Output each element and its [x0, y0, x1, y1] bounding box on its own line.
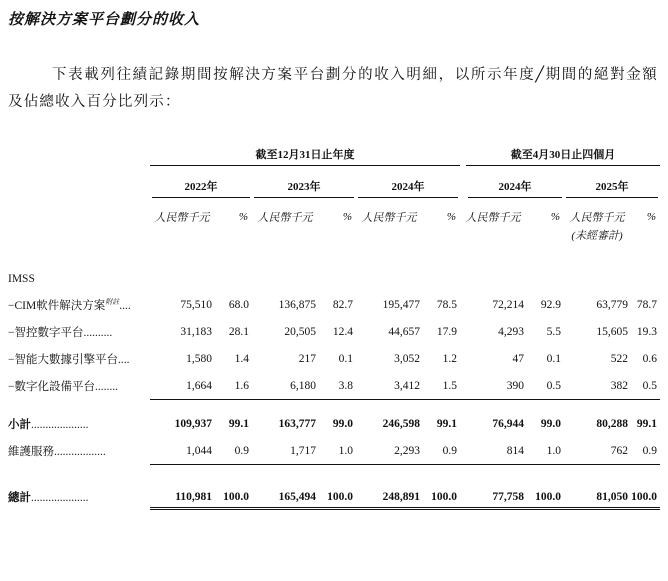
- cell-amount: 163,777: [278, 417, 316, 430]
- cell-pct: 100.0: [214, 465, 252, 509]
- cell-pct: 12.4: [332, 325, 353, 338]
- revenue-table: [8, 146, 660, 510]
- unit-pct: %: [550, 211, 560, 223]
- cell-amount: 3,412: [356, 372, 422, 400]
- cell-amount: 31,183: [180, 325, 212, 338]
- year-header: 2022年: [150, 169, 252, 201]
- cell-pct: 0.5: [630, 372, 660, 400]
- table-row: [8, 345, 660, 372]
- cell-amount: 248,891: [356, 465, 422, 509]
- cell-pct: 99.0: [540, 417, 561, 430]
- cell-pct: 99.1: [228, 417, 249, 430]
- table-row: [8, 372, 660, 400]
- cell-pct: 5.5: [546, 325, 561, 338]
- cell-amount: 4,293: [498, 325, 524, 338]
- year-header: 2023年: [252, 169, 356, 201]
- unaudited-note-row: [8, 225, 660, 243]
- cell-amount: 77,758: [460, 465, 526, 509]
- table-row: [8, 318, 660, 345]
- cell-amount: 44,657: [388, 325, 420, 338]
- row-label: −智控數字平台..........: [8, 326, 113, 339]
- cell-pct: 1.6: [214, 372, 252, 400]
- cell-pct: 100.0: [422, 465, 460, 509]
- cell-amount: 75,510: [180, 298, 212, 311]
- year-header-row: [8, 169, 660, 201]
- cell-amount: 63,779: [596, 298, 628, 311]
- cell-pct: 1.2: [442, 352, 457, 365]
- cell-pct: 3.8: [318, 372, 356, 400]
- year-header: 2024年: [460, 169, 564, 201]
- table-row: [8, 291, 660, 318]
- cell-amount: 1,580: [186, 352, 212, 365]
- cell-pct: 0.9: [630, 437, 660, 465]
- cell-pct: 1.0: [526, 437, 564, 465]
- cell-pct: 100.0: [630, 465, 660, 509]
- cell-pct: 99.1: [636, 417, 657, 430]
- cell-pct: 19.3: [636, 325, 657, 338]
- cell-pct: 99.1: [436, 417, 457, 430]
- intro-paragraph: 下表載列往績記錄期間按解決方案平台劃分的收入明細，以所示年度╱期間的絕對金額及佔總收入百分比列示：: [8, 67, 658, 110]
- section-label: IMSS: [8, 273, 35, 285]
- row-label: 小計....................: [8, 418, 89, 431]
- cell-amount: 15,605: [596, 325, 628, 338]
- cell-amount: 47: [512, 352, 524, 365]
- cell-pct: 0.9: [214, 437, 252, 465]
- cell-amount: 109,937: [174, 417, 212, 430]
- cell-pct: 78.7: [636, 298, 657, 311]
- unit-pct: %: [342, 211, 352, 223]
- cell-amount: 217: [298, 352, 316, 365]
- cell-amount: 81,050: [564, 465, 630, 509]
- maintenance-row: [8, 437, 660, 465]
- cell-amount: 814: [460, 437, 526, 465]
- section-heading: 按解決方案平台劃分的收入: [8, 12, 201, 28]
- unit-rmb: 人民幣千元: [154, 212, 210, 224]
- cell-amount: 246,598: [382, 417, 420, 430]
- row-label: 總計....................: [8, 491, 89, 504]
- year-header: 2024年: [356, 169, 460, 201]
- unit-pct: %: [646, 211, 656, 223]
- cell-amount: 165,494: [252, 465, 318, 509]
- cell-pct: 1.5: [422, 372, 460, 400]
- row-label: 維護服務..................: [8, 445, 106, 458]
- cell-pct: 1.4: [234, 352, 249, 365]
- total-row: [8, 465, 660, 509]
- year-header: 2025年: [564, 169, 660, 201]
- row-label: −智能大數據引擎平台....: [8, 353, 130, 366]
- cell-pct: 17.9: [436, 325, 457, 338]
- cell-amount: 2,293: [356, 437, 422, 465]
- cell-pct: 0.6: [642, 352, 657, 365]
- unit-rmb: 人民幣千元: [361, 212, 417, 224]
- cell-amount: 76,944: [492, 417, 524, 430]
- cell-amount: 3,052: [394, 352, 420, 365]
- group-header-row: [8, 146, 660, 169]
- cell-pct: 28.1: [228, 325, 249, 338]
- cell-pct: 68.0: [228, 298, 249, 311]
- cell-pct: 0.1: [338, 352, 353, 365]
- unit-pct: %: [446, 211, 456, 223]
- cell-pct: 0.5: [526, 372, 564, 400]
- cell-amount: 195,477: [382, 298, 420, 311]
- section-row: [8, 243, 660, 291]
- cell-pct: 99.0: [332, 417, 353, 430]
- cell-pct: 78.5: [436, 298, 457, 311]
- cell-pct: 82.7: [332, 298, 353, 311]
- cell-pct: 0.1: [546, 352, 561, 365]
- unit-pct: %: [238, 211, 248, 223]
- cell-pct: 100.0: [526, 465, 564, 509]
- cell-pct: 1.0: [318, 437, 356, 465]
- unit-rmb: 人民幣千元: [465, 212, 521, 224]
- unit-rmb: 人民幣千元: [569, 212, 625, 224]
- cell-amount: 1,044: [150, 437, 214, 465]
- cell-pct: 92.9: [540, 298, 561, 311]
- row-label: −數字化設備平台........: [8, 380, 118, 393]
- cell-amount: 6,180: [252, 372, 318, 400]
- cell-pct: 0.9: [422, 437, 460, 465]
- cell-amount: 382: [564, 372, 630, 400]
- cell-pct: 100.0: [318, 465, 356, 509]
- cell-amount: 136,875: [278, 298, 316, 311]
- cell-amount: 72,214: [492, 298, 524, 311]
- cell-amount: 522: [610, 352, 628, 365]
- cell-amount: 20,505: [284, 325, 316, 338]
- unaudited-note: (未經審計): [571, 230, 623, 242]
- cell-amount: 390: [460, 372, 526, 400]
- cell-amount: 110,981: [150, 465, 214, 509]
- row-label: −CIM軟件解決方案$^{附註}$....: [8, 297, 131, 312]
- unit-rmb: 人民幣千元: [257, 212, 313, 224]
- group-header-annual: 截至12月31日止年度: [150, 146, 460, 169]
- cell-amount: 762: [564, 437, 630, 465]
- group-header-interim: 截至4月30日止四個月: [460, 146, 660, 169]
- cell-amount: 1,664: [150, 372, 214, 400]
- unit-header-row: [8, 201, 660, 225]
- cell-amount: 80,288: [596, 417, 628, 430]
- subtotal-row: [8, 410, 660, 437]
- cell-amount: 1,717: [252, 437, 318, 465]
